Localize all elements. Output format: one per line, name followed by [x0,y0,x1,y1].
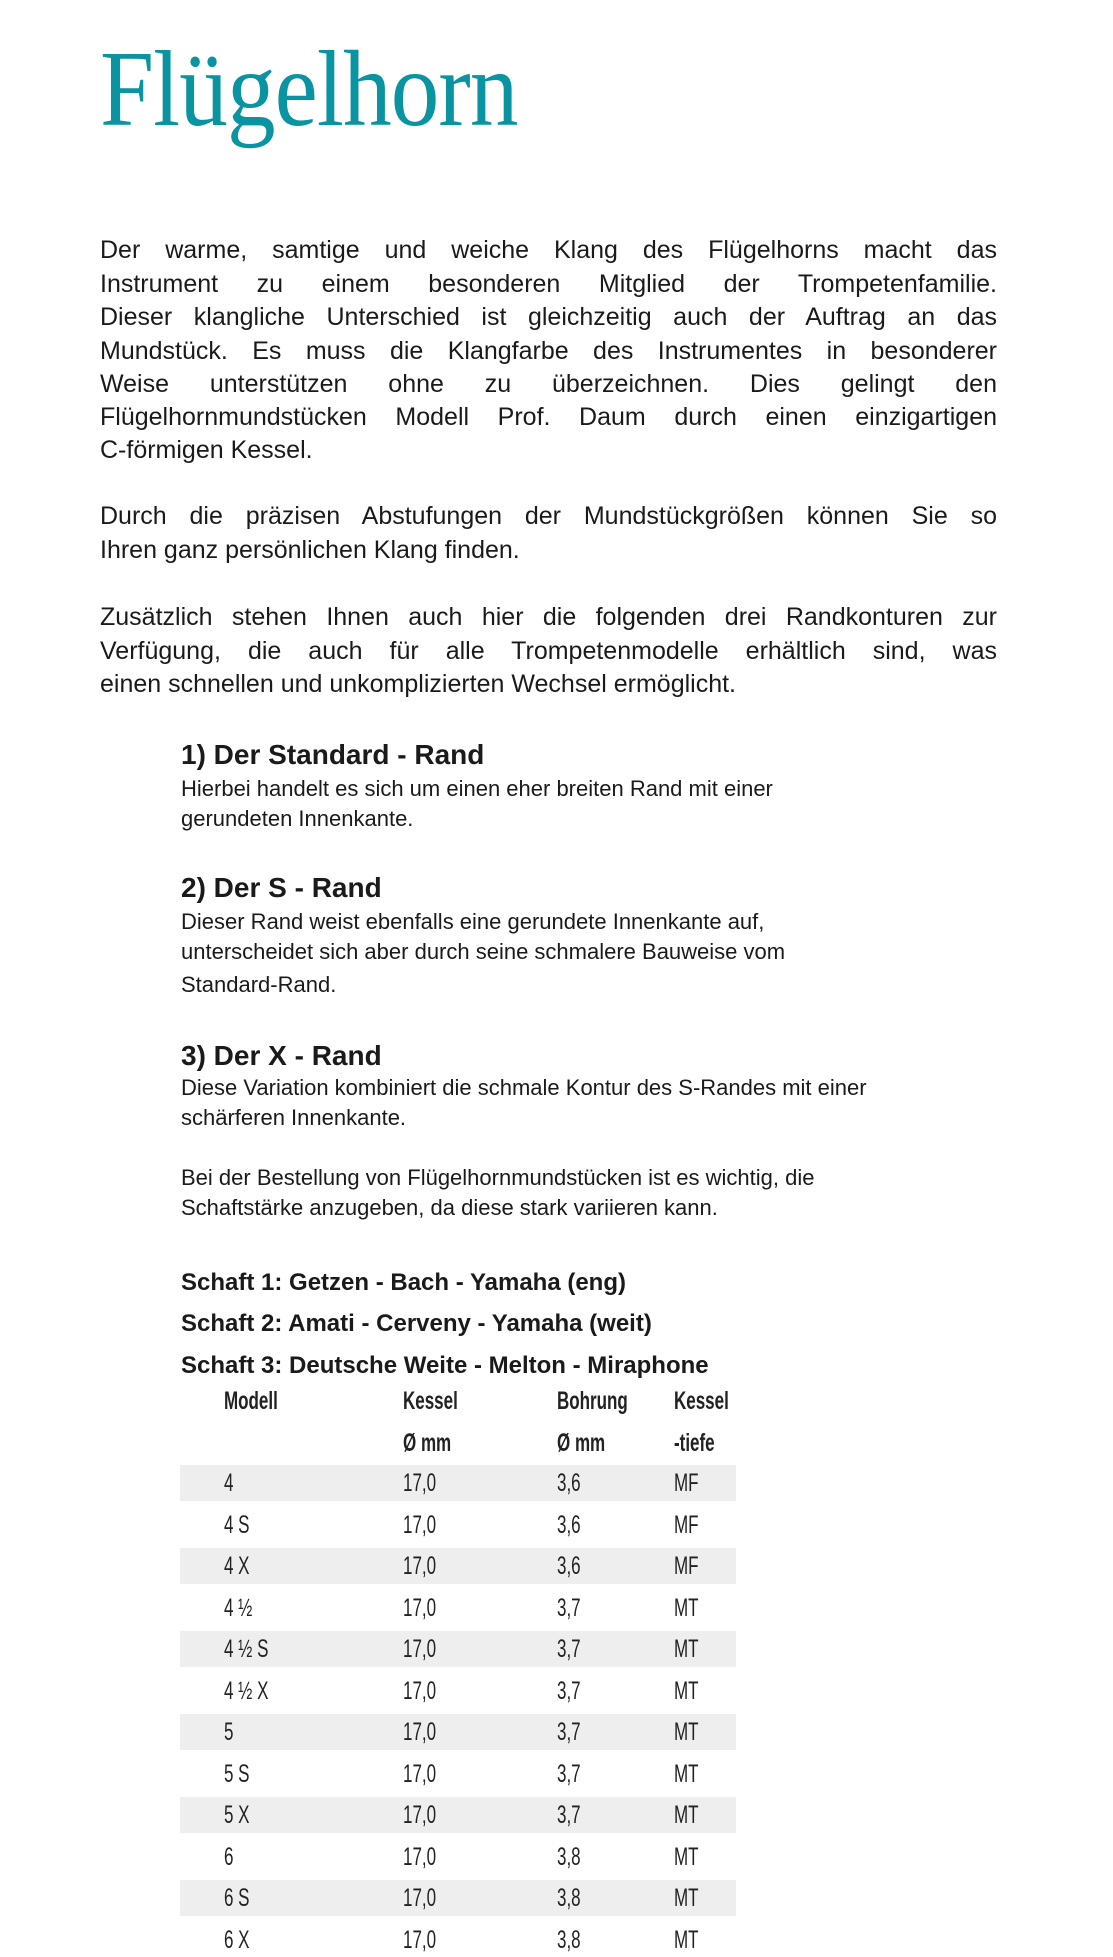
table-cell: 4 S [224,1510,250,1539]
table-cell: 3,8 [557,1925,581,1954]
table-cell: 4 ½ [224,1593,253,1622]
table-cell: MT [674,1759,699,1788]
rim-description-line: unterscheidet sich aber durch seine schmalere Bauweise vom [181,939,786,964]
table-cell: 3,7 [557,1801,581,1829]
table-header-cell: Kessel [674,1387,729,1415]
intro-paragraph-line: Mundstück. Es muss die Klangfarbe des Instrumentes in besonderer [100,337,997,365]
table-cell: 3,7 [557,1635,581,1663]
table-cell: 17,0 [403,1552,437,1580]
table-cell: 17,0 [403,1842,437,1871]
rim-heading: 2) Der S - Rand [181,872,382,903]
table-cell: 4 ½ S [224,1635,269,1663]
table-cell: MF [674,1552,699,1580]
row-shading [180,1714,736,1750]
rim-heading: 3) Der X - Rand [181,1040,382,1071]
shank-label: Schaft 3: Deutsche Weite - Melton - Miraphone [181,1352,709,1379]
order-note-line: Bei der Bestellung von Flügelhornmundstücken ist es wichtig, die [181,1165,815,1190]
table-cell: 3,7 [557,1759,581,1788]
intro-paragraph-line: Der warme, samtige und weiche Klang des Flügelhorns macht das [100,236,997,264]
shank-label: Schaft 2: Amati - Cerveny - Yamaha (weit) [181,1310,652,1337]
table-cell: MT [674,1718,699,1746]
table-cell: 6 S [224,1884,250,1912]
shank-label: Schaft 1: Getzen - Bach - Yamaha (eng) [181,1269,626,1296]
rim-description-line: Diese Variation kombiniert die schmale Kontur des S-Randes mit einer [181,1075,867,1100]
intro-paragraph-line: Weise unterstützen ohne zu überzeichnen. Dies gelingt den [100,370,997,398]
rim-description-line: gerundeten Innenkante. [181,806,414,831]
table-cell: 17,0 [403,1884,437,1912]
table-cell: 3,6 [557,1552,581,1580]
table-cell: MT [674,1842,699,1871]
intro-paragraph-line: Durch die präzisen Abstufungen der Mundstückgrößen können Sie so [100,502,997,530]
table-cell: 17,0 [403,1925,437,1954]
table-cell: 3,8 [557,1842,581,1871]
table-cell: 3,6 [557,1469,581,1497]
table-cell: 4 ½ X [224,1676,269,1705]
table-cell: MF [674,1510,699,1539]
table-cell: 5 [224,1718,234,1746]
table-header-cell: Ø mm [403,1429,452,1457]
table-cell: 3,7 [557,1676,581,1705]
table-cell: MT [674,1593,699,1622]
table-cell: 6 [224,1842,234,1871]
rim-description-line: Standard-Rand. [181,972,337,997]
table-header-cell: Bohrung [557,1387,628,1415]
table-cell: 17,0 [403,1510,437,1539]
table-cell: MT [674,1884,699,1912]
intro-paragraph-line: C-förmigen Kessel. [100,436,313,464]
table-cell: 3,6 [557,1510,581,1539]
row-shading [180,1797,736,1833]
rim-heading: 1) Der Standard - Rand [181,739,485,770]
rim-description-line: schärferen Innenkante. [181,1105,407,1130]
order-note-line: Schaftstärke anzugeben, da diese stark variieren kann. [181,1195,718,1220]
table-cell: 3,8 [557,1884,581,1912]
table-header-cell: Kessel [403,1387,458,1415]
intro-paragraph-line: Flügelhornmundstücken Modell Prof. Daum durch einen einzigartigen [100,403,997,431]
table-cell: MT [674,1635,699,1663]
page-title: Flügelhorn [100,30,518,149]
table-cell: MT [674,1676,699,1705]
row-shading [180,1880,736,1916]
table-cell: 17,0 [403,1469,437,1497]
table-cell: 17,0 [403,1676,437,1705]
table-cell: 17,0 [403,1759,437,1788]
table-cell: 17,0 [403,1801,437,1829]
intro-paragraph-line: einen schnellen und unkomplizierten Wechsel ermöglicht. [100,670,736,698]
intro-paragraph-line: Instrument zu einem besonderen Mitglied der Trompetenfamilie. [100,270,997,298]
table-header-cell: -tiefe [674,1429,715,1457]
table-cell: 4 X [224,1552,250,1580]
intro-paragraph-line: Zusätzlich stehen Ihnen auch hier die folgenden drei Randkonturen zur [100,603,997,631]
table-header-cell: Ø mm [557,1429,606,1457]
table-cell: 17,0 [403,1635,437,1663]
intro-paragraph-line: Ihren ganz persönlichen Klang finden. [100,536,520,564]
table-cell: 5 X [224,1801,250,1829]
intro-paragraph-line: Dieser klangliche Unterschied ist gleichzeitig auch der Auftrag an das [100,303,997,331]
table-cell: MT [674,1801,699,1829]
table-header-cell: Modell [224,1387,278,1415]
table-cell: MT [674,1925,699,1954]
intro-paragraph-line: Verfügung, die auch für alle Trompetenmodelle erhältlich sind, was [100,637,997,665]
row-shading [180,1548,736,1584]
table-cell: 17,0 [403,1718,437,1746]
row-shading [180,1465,736,1501]
table-cell: 6 X [224,1925,250,1954]
table-cell: 3,7 [557,1718,581,1746]
table-cell: 4 [224,1469,234,1497]
table-cell: 3,7 [557,1593,581,1622]
table-cell: MF [674,1469,699,1497]
rim-description-line: Dieser Rand weist ebenfalls eine gerundete Innenkante auf, [181,909,765,934]
table-cell: 17,0 [403,1593,437,1622]
table-cell: 5 S [224,1759,250,1788]
rim-description-line: Hierbei handelt es sich um einen eher breiten Rand mit einer [181,776,773,801]
